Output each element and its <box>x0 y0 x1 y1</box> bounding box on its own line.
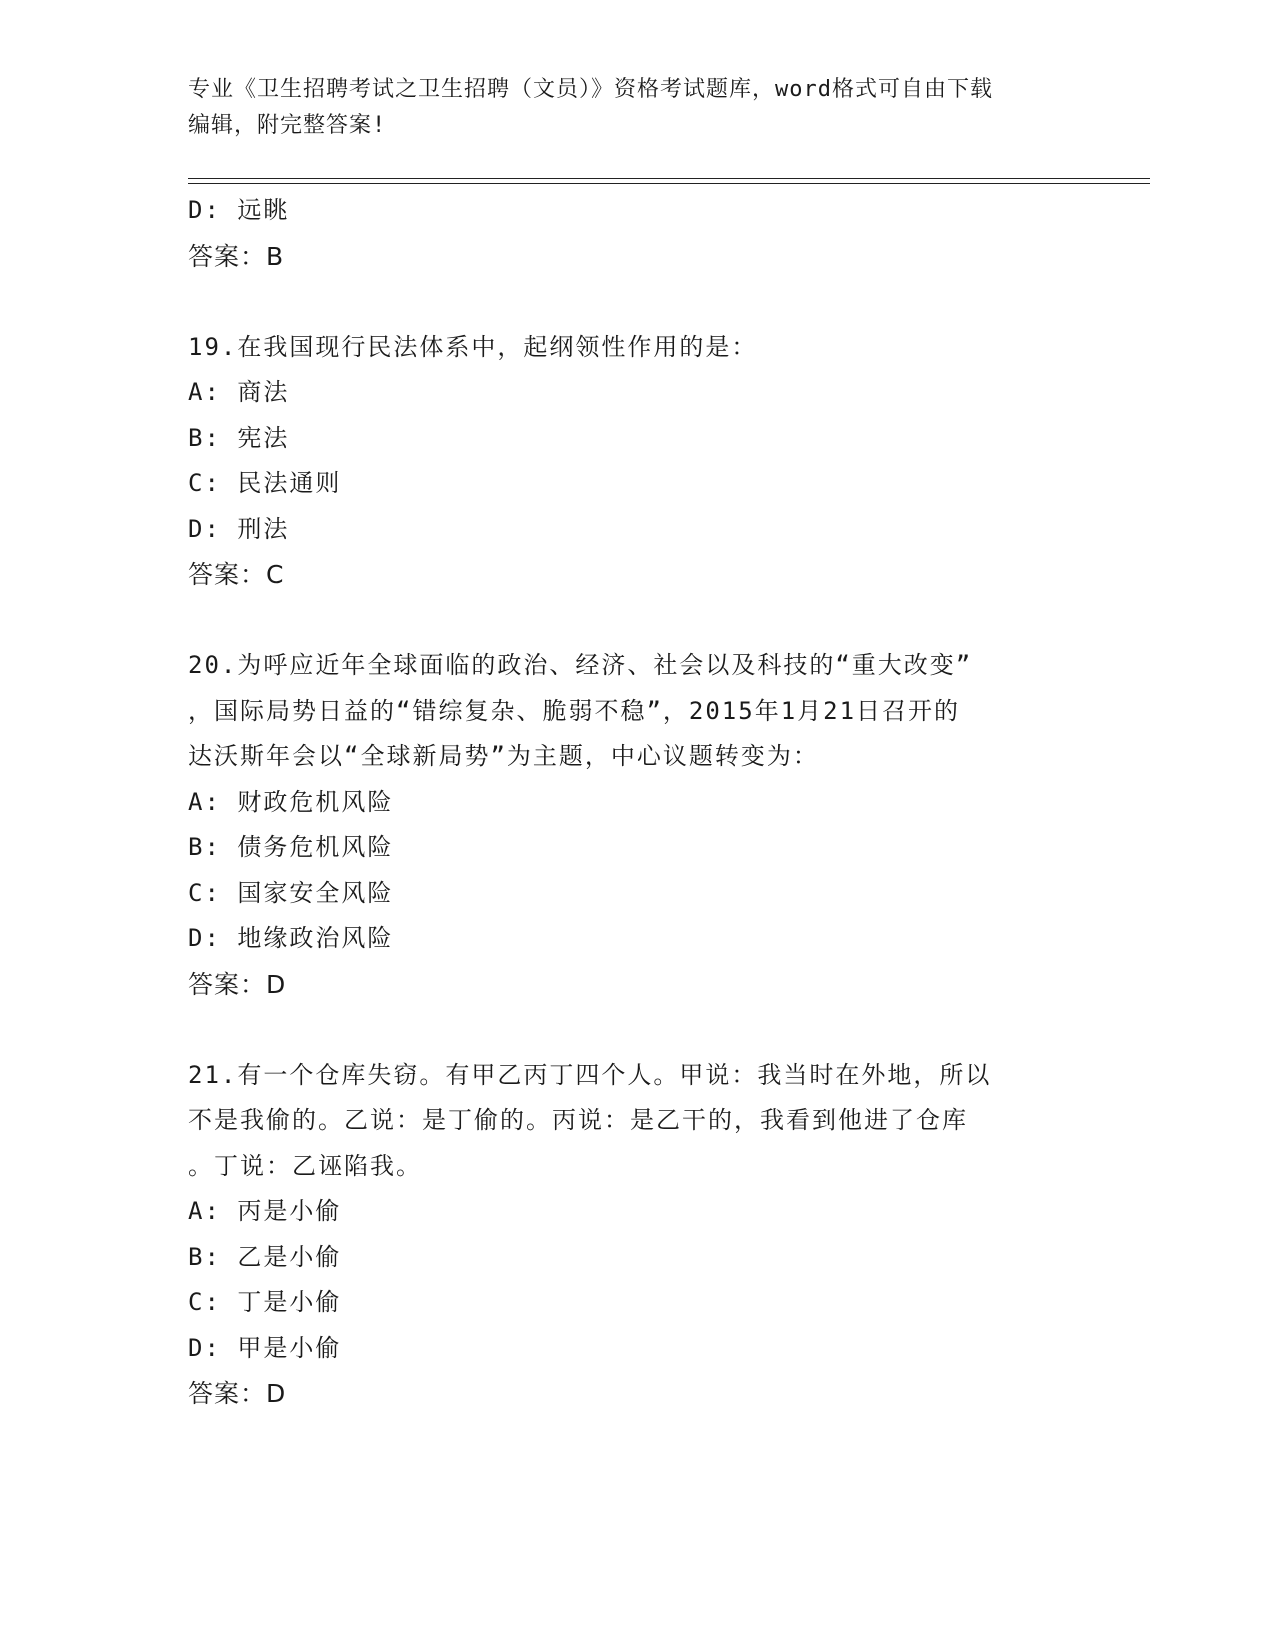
option-d: D: 甲是小偷 <box>188 1333 342 1362</box>
question-stem-line-2: ，国际局势日益的“错综复杂、脆弱不稳”，2015年1月21日召开的 <box>188 696 961 725</box>
option-b: B: 债务危机风险 <box>188 833 394 861</box>
header-rule-top <box>188 178 1150 179</box>
question-stem-line-3: 达沃斯年会以“全球新局势”为主题，中心议题转变为： <box>188 742 819 770</box>
option-d: D: 地缘政治风险 <box>188 924 394 952</box>
question-stem-line-3: 。丁说：乙诬陷我。 <box>188 1151 422 1180</box>
option-a: A: 丙是小偷 <box>188 1197 342 1225</box>
answer-line: 答案：B <box>188 241 285 271</box>
option-d: D: 远眺 <box>188 196 290 224</box>
answer-line: 答案：D <box>188 969 287 999</box>
option-a: A: 商法 <box>188 378 290 406</box>
question-21 <box>188 1053 1088 1417</box>
spacer <box>188 598 1088 644</box>
option-c: C: 民法通则 <box>188 469 342 497</box>
answer-line: 答案：C <box>188 560 285 589</box>
question-stem-line-1: 21.有一个仓库失窃。有甲乙丙丁四个人。甲说：我当时在外地，所以 <box>188 1060 992 1089</box>
answer-line: 答案：D <box>188 1379 287 1408</box>
spacer <box>188 1007 1088 1053</box>
option-d: D: 刑法 <box>188 514 290 543</box>
document-header <box>188 72 1088 144</box>
header-rule-bottom <box>188 183 1150 184</box>
question-stem: 19.在我国现行民法体系中，起纲领性作用的是： <box>188 332 758 361</box>
document-body <box>188 188 1088 1417</box>
header-line-2: 编辑，附完整答案! <box>188 113 387 138</box>
previous-question-tail <box>188 188 1088 279</box>
question-20 <box>188 643 1088 1007</box>
spacer <box>188 279 1088 325</box>
question-19 <box>188 325 1088 598</box>
option-b: B: 宪法 <box>188 423 290 452</box>
question-stem-line-1: 20.为呼应近年全球面临的政治、经济、社会以及科技的“重大改变” <box>188 651 973 679</box>
option-c: C: 国家安全风险 <box>188 878 394 907</box>
question-stem-line-2: 不是我偷的。乙说：是丁偷的。丙说：是乙干的，我看到他进了仓库 <box>188 1106 968 1134</box>
option-c: C: 丁是小偷 <box>188 1288 342 1316</box>
header-line-1: 专业《卫生招聘考试之卫生招聘（文员）》资格考试题库，word格式可自由下载 <box>188 77 993 102</box>
option-b: B: 乙是小偷 <box>188 1242 342 1271</box>
option-a: A: 财政危机风险 <box>188 787 394 816</box>
